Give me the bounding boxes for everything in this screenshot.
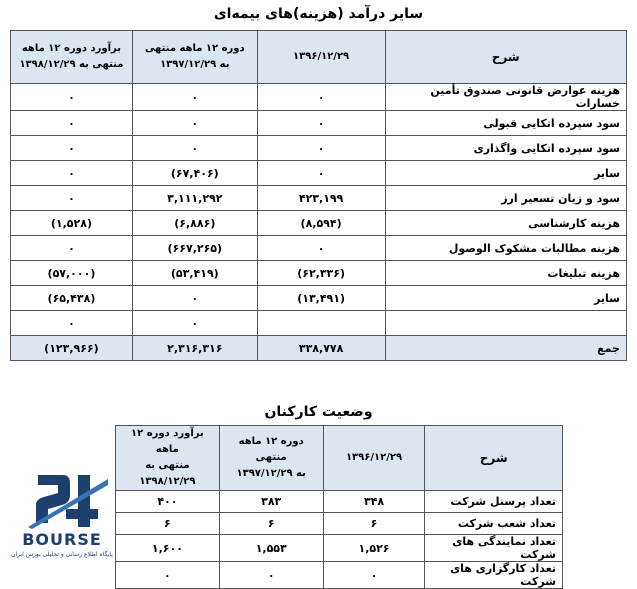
table-row: هزینه مطالبات مشکوک الوصول ۰ (۶۶۷,۲۶۵) ۰	[11, 236, 627, 261]
header-1397: دوره ۱۲ ماهه منتهی به ۱۳۹۷/۱۲/۲۹	[219, 426, 323, 491]
table-row: ۰ ۰	[11, 311, 627, 336]
table-row: سود سپرده اتکایی واگذاری ۰ ۰ ۰	[11, 136, 627, 161]
table-row: تعداد شعب شرکت ۶ ۶ ۶	[116, 513, 563, 535]
staff-status-table	[115, 425, 563, 589]
bourse24-logo-icon	[8, 465, 116, 565]
header-desc: شرح	[385, 31, 626, 84]
table-row: سود و زیان تسعیر ارز ۴۲۳,۱۹۹ ۳,۱۱۱,۲۹۲ ۰	[11, 186, 627, 211]
table-row: هزینه تبلیغات (۶۲,۳۳۶) (۵۳,۴۱۹) (۵۷,۰۰۰)	[11, 261, 627, 286]
header-1397: دوره ۱۲ ماهه منتهی به ۱۳۹۷/۱۲/۲۹	[132, 31, 257, 84]
header-1396: ۱۳۹۶/۱۲/۲۹	[257, 31, 385, 84]
table-row: تعداد کارگزاری های شرکت ۰ ۰ ۰	[116, 562, 563, 589]
table-row: هزینه کارشناسی (۸,۵۹۴) (۶,۸۸۶) (۱,۵۲۸)	[11, 211, 627, 236]
table1-title: سایر درآمد (هزینه)های بیمه‌ای	[213, 6, 424, 22]
table-row: سایر (۱۳,۴۹۱) ۰ (۶۵,۴۳۸)	[11, 286, 627, 311]
table-row: هزینه عوارض قانونی صندوق تأمین خسارات ۰ ۰ ۰	[11, 84, 627, 111]
header-1398: برآورد دوره ۱۲ ماهه منتهی به ۱۳۹۸/۱۲/۲۹	[116, 426, 220, 491]
header-1398: برآورد دوره ۱۲ ماهه منتهی به ۱۳۹۸/۱۲/۲۹	[11, 31, 133, 84]
logo-word: BOURSE	[22, 530, 102, 549]
table-row: تعداد پرسنل شرکت ۳۴۸ ۳۸۳ ۴۰۰	[116, 491, 563, 513]
other-insurance-income-table	[10, 30, 627, 361]
logo-subtitle: پایگاه اطلاع رسانی و تحلیلی بورس ایران	[11, 551, 113, 558]
table-header-row	[11, 31, 627, 84]
table-row: تعداد نمایندگی های شرکت ۱,۵۲۶ ۱,۵۵۳ ۱,۶۰۰	[116, 535, 563, 562]
total-row: جمع ۳۳۸,۷۷۸ ۲,۳۱۶,۳۱۶ (۱۲۳,۹۶۶)	[11, 336, 627, 361]
table-row: سایر ۰ (۶۷,۴۰۶) ۰	[11, 161, 627, 186]
table-row: سود سپرده اتکایی قبولی ۰ ۰ ۰	[11, 111, 627, 136]
header-desc: شرح	[425, 426, 563, 491]
table2-title: وضعیت کارکنان	[264, 404, 373, 420]
header-1396: ۱۳۹۶/۱۲/۲۹	[323, 426, 425, 491]
table-header-row	[116, 426, 563, 491]
